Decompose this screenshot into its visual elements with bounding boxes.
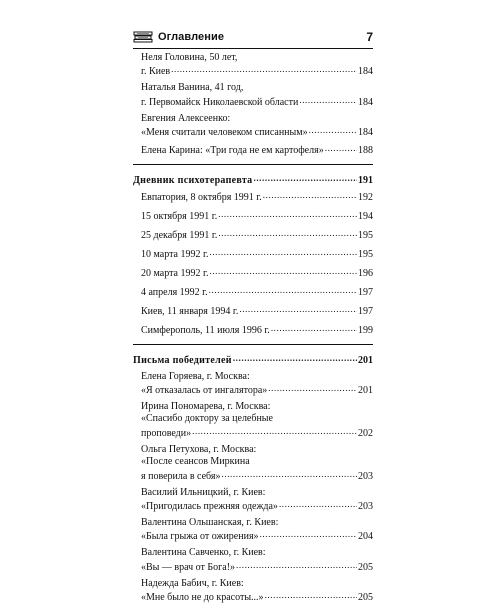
toc-entry[interactable] — [133, 547, 373, 574]
dot-leader — [209, 266, 357, 276]
toc-entry-line: Елена Карина: «Три года не ем картофеля» — [141, 145, 324, 157]
dot-leader — [218, 228, 357, 238]
toc-page-number: 192 — [358, 192, 373, 204]
toc-entry-line: Ирина Пономарева, г. Москва: — [141, 401, 271, 413]
toc-entry-line: г. Киев — [141, 66, 171, 78]
toc-entry[interactable] — [133, 401, 373, 440]
toc-page-number: 205 — [358, 561, 373, 573]
toc-section-heading[interactable] — [133, 353, 373, 367]
toc-entry[interactable] — [133, 143, 373, 157]
toc-entry-line: Валентина Савченко, г. Киев: — [141, 547, 266, 559]
toc-page-number: 202 — [358, 427, 373, 439]
dot-leader — [239, 304, 357, 314]
toc-entry-line: я поверила в себя» — [141, 470, 221, 482]
toc-entry-line: «Была грыжа от ожирения» — [141, 531, 259, 543]
section-heading-text: Дневник психотерапевта — [133, 174, 253, 186]
section-divider — [133, 164, 373, 165]
dot-leader — [260, 529, 357, 539]
section-divider — [133, 344, 373, 345]
toc-entry[interactable] — [133, 444, 373, 483]
toc-entry-line: 4 апреля 1992 г. — [141, 287, 208, 299]
toc-page-number: 203 — [358, 501, 373, 513]
toc-entry-line: «Меня считали человеком списанным» — [141, 127, 308, 139]
dot-leader — [222, 469, 358, 479]
dot-leader — [325, 143, 357, 153]
section-heading-text: Письма победителей — [133, 354, 232, 366]
toc-entry-line: «После сеансов Миркина — [141, 456, 250, 468]
dot-leader — [233, 353, 357, 363]
toc-page-number: 197 — [358, 306, 373, 318]
toc-entry-line: г. Первомайск Николаевской области — [141, 96, 299, 108]
toc-entry[interactable] — [133, 52, 373, 79]
dot-leader — [268, 383, 357, 393]
dot-leader — [236, 560, 357, 570]
toc-entry-line: Неля Головина, 50 лет, — [141, 52, 238, 63]
toc-entry-line: «Пригодилась прежняя одежда» — [141, 501, 278, 513]
toc-entry-line: Евгения Алексеенко: — [141, 112, 231, 124]
toc-entry[interactable] — [133, 190, 373, 204]
toc-entry-line: Евпатория, 8 октября 1991 г. — [141, 192, 262, 204]
toc-entry-line: 25 декабря 1991 г. — [141, 230, 218, 242]
dot-leader — [309, 125, 357, 135]
book-stack-icon — [133, 31, 153, 43]
toc-entry[interactable] — [133, 487, 373, 514]
toc-entry-line: «Мне было не до красоты...» — [141, 592, 264, 604]
page-title: Оглавление — [158, 31, 225, 43]
toc-entry[interactable] — [133, 304, 373, 318]
toc-page-number: 195 — [358, 249, 373, 261]
dot-leader — [263, 190, 357, 200]
dot-leader — [209, 285, 357, 295]
dot-leader — [192, 426, 357, 436]
toc-entry[interactable] — [133, 266, 373, 280]
toc-entry-line: Надежда Бабич, г. Киев: — [141, 577, 244, 589]
dot-leader — [171, 64, 357, 74]
toc-page-number: 195 — [358, 230, 373, 242]
toc-entry-line: Симферополь, 11 июля 1996 г. — [141, 325, 270, 337]
toc-page-number: 184 — [358, 96, 373, 108]
toc-section-letters — [133, 353, 373, 605]
toc-entry[interactable] — [133, 209, 373, 223]
toc-entry-line: 10 марта 1992 г. — [141, 249, 209, 261]
toc-entry-line: Елена Горяева, г. Москва: — [141, 370, 250, 382]
toc-page-number: 201 — [358, 385, 373, 397]
toc-entry-line: «Вы — врач от Бога!» — [141, 561, 236, 573]
toc-entry[interactable] — [133, 247, 373, 261]
toc-entry[interactable] — [133, 285, 373, 299]
toc-page-number: 201 — [358, 354, 373, 366]
toc-section-heading[interactable] — [133, 173, 373, 187]
toc-entry-line: «Спасибо доктору за целебные — [141, 413, 273, 425]
toc-page-number: 188 — [358, 145, 373, 157]
toc-entry-line: Василий Ильницкий, г. Киев: — [141, 486, 266, 498]
toc-entry-line: 20 марта 1992 г. — [141, 268, 209, 280]
dot-leader — [279, 499, 357, 509]
toc-page-number: 203 — [358, 470, 373, 482]
dot-leader — [253, 173, 357, 183]
toc-entry-line: 15 октября 1991 г. — [141, 211, 218, 223]
toc-page-number: 199 — [358, 325, 373, 337]
toc-page-number: 196 — [358, 268, 373, 280]
toc-entry[interactable] — [133, 228, 373, 242]
toc-section-testimonials — [133, 52, 373, 158]
toc-entry-line: Валентина Ольшанская, г. Киев: — [141, 517, 279, 529]
toc-entry-line: «Я отказалась от ингалятора» — [141, 385, 268, 397]
toc-entry[interactable] — [133, 113, 373, 140]
header-rule — [133, 48, 373, 49]
toc-page-number: 204 — [358, 531, 373, 543]
dot-leader — [218, 209, 357, 219]
toc-page-number: 184 — [358, 66, 373, 78]
page-header — [133, 27, 373, 47]
toc-entry-line: Ольга Петухова, г. Москва: — [141, 443, 257, 455]
toc-entry[interactable] — [133, 517, 373, 544]
toc-entry-line: Наталья Ванина, 41 год, — [141, 82, 244, 94]
table-of-contents — [133, 52, 373, 608]
toc-page-number: 191 — [358, 174, 373, 186]
dot-leader — [265, 590, 357, 600]
toc-page-number: 197 — [358, 287, 373, 299]
toc-entry[interactable] — [133, 371, 373, 398]
toc-page-number: 184 — [358, 127, 373, 139]
toc-page-number: 194 — [358, 211, 373, 223]
dot-leader — [209, 247, 357, 257]
toc-entry[interactable] — [133, 323, 373, 337]
dot-leader — [299, 95, 357, 105]
toc-page-number: 205 — [358, 592, 373, 604]
toc-entry[interactable] — [133, 578, 373, 605]
dot-leader — [271, 323, 357, 333]
toc-section-diary — [133, 173, 373, 338]
toc-entry-line: проповеди» — [141, 427, 192, 439]
page-number: 7 — [366, 30, 373, 44]
toc-entry[interactable] — [133, 82, 373, 109]
toc-entry-line: Киев, 11 января 1994 г. — [141, 306, 239, 318]
